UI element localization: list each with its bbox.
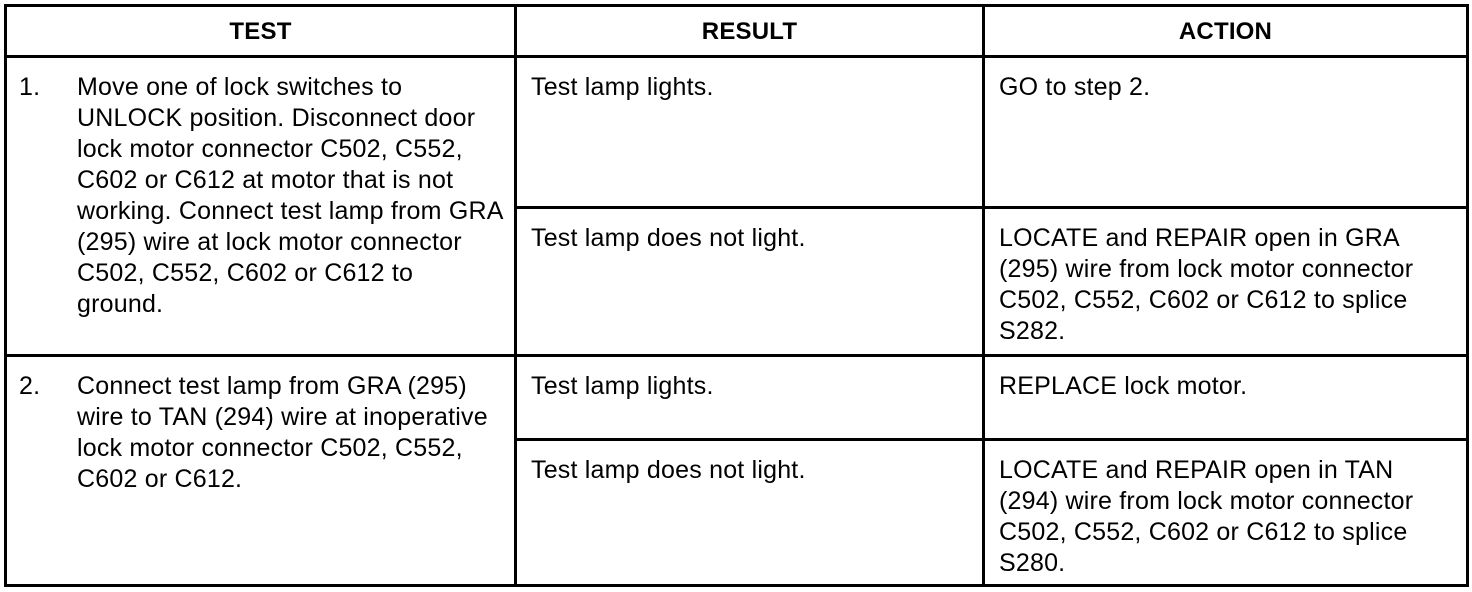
step-2-result-2: Test lamp does not light. bbox=[516, 440, 984, 586]
step-2-result-1: Test lamp lights. bbox=[516, 356, 984, 440]
header-row bbox=[6, 6, 1468, 57]
header-test: TEST bbox=[6, 6, 516, 57]
step-2-row-a bbox=[6, 356, 1468, 440]
step-1-action-2: LOCATE and REPAIR open in GRA (295) wire from lock motor connector C502, C552, C602 or C612 to splice S282. bbox=[984, 208, 1468, 356]
step-2-action-1: REPLACE lock motor. bbox=[984, 356, 1468, 440]
step-2-action-2: LOCATE and REPAIR open in TAN (294) wire from lock motor connector C502, C552, C602 or C612 to splice S280. bbox=[984, 440, 1468, 586]
step-1-result-2: Test lamp does not light. bbox=[516, 208, 984, 356]
step-1-action-1: GO to step 2. bbox=[984, 57, 1468, 208]
step-2-test-text: Connect test lamp from GRA (295) wire to TAN (294) wire at inoperative lock motor connector C502, C552, C602 or C612. bbox=[77, 372, 488, 493]
header-result: RESULT bbox=[516, 6, 984, 57]
step-1-number: 1. bbox=[19, 73, 41, 101]
diagnostic-table bbox=[4, 4, 1469, 587]
step-1-test-text: Move one of lock switches to UNLOCK position. Disconnect door lock motor connector C502, C552, C602 or C612 at motor that is not working. Connect test lamp from GRA (295) wire at lock motor connector C502, C552, C602 or C612 to ground. bbox=[77, 73, 503, 318]
step-2-test-cell bbox=[6, 356, 516, 586]
header-action: ACTION bbox=[984, 6, 1468, 57]
step-1-result-1: Test lamp lights. bbox=[516, 57, 984, 208]
step-2-number: 2. bbox=[19, 372, 41, 400]
step-1-test-cell bbox=[6, 57, 516, 356]
step-1-row-a bbox=[6, 57, 1468, 208]
